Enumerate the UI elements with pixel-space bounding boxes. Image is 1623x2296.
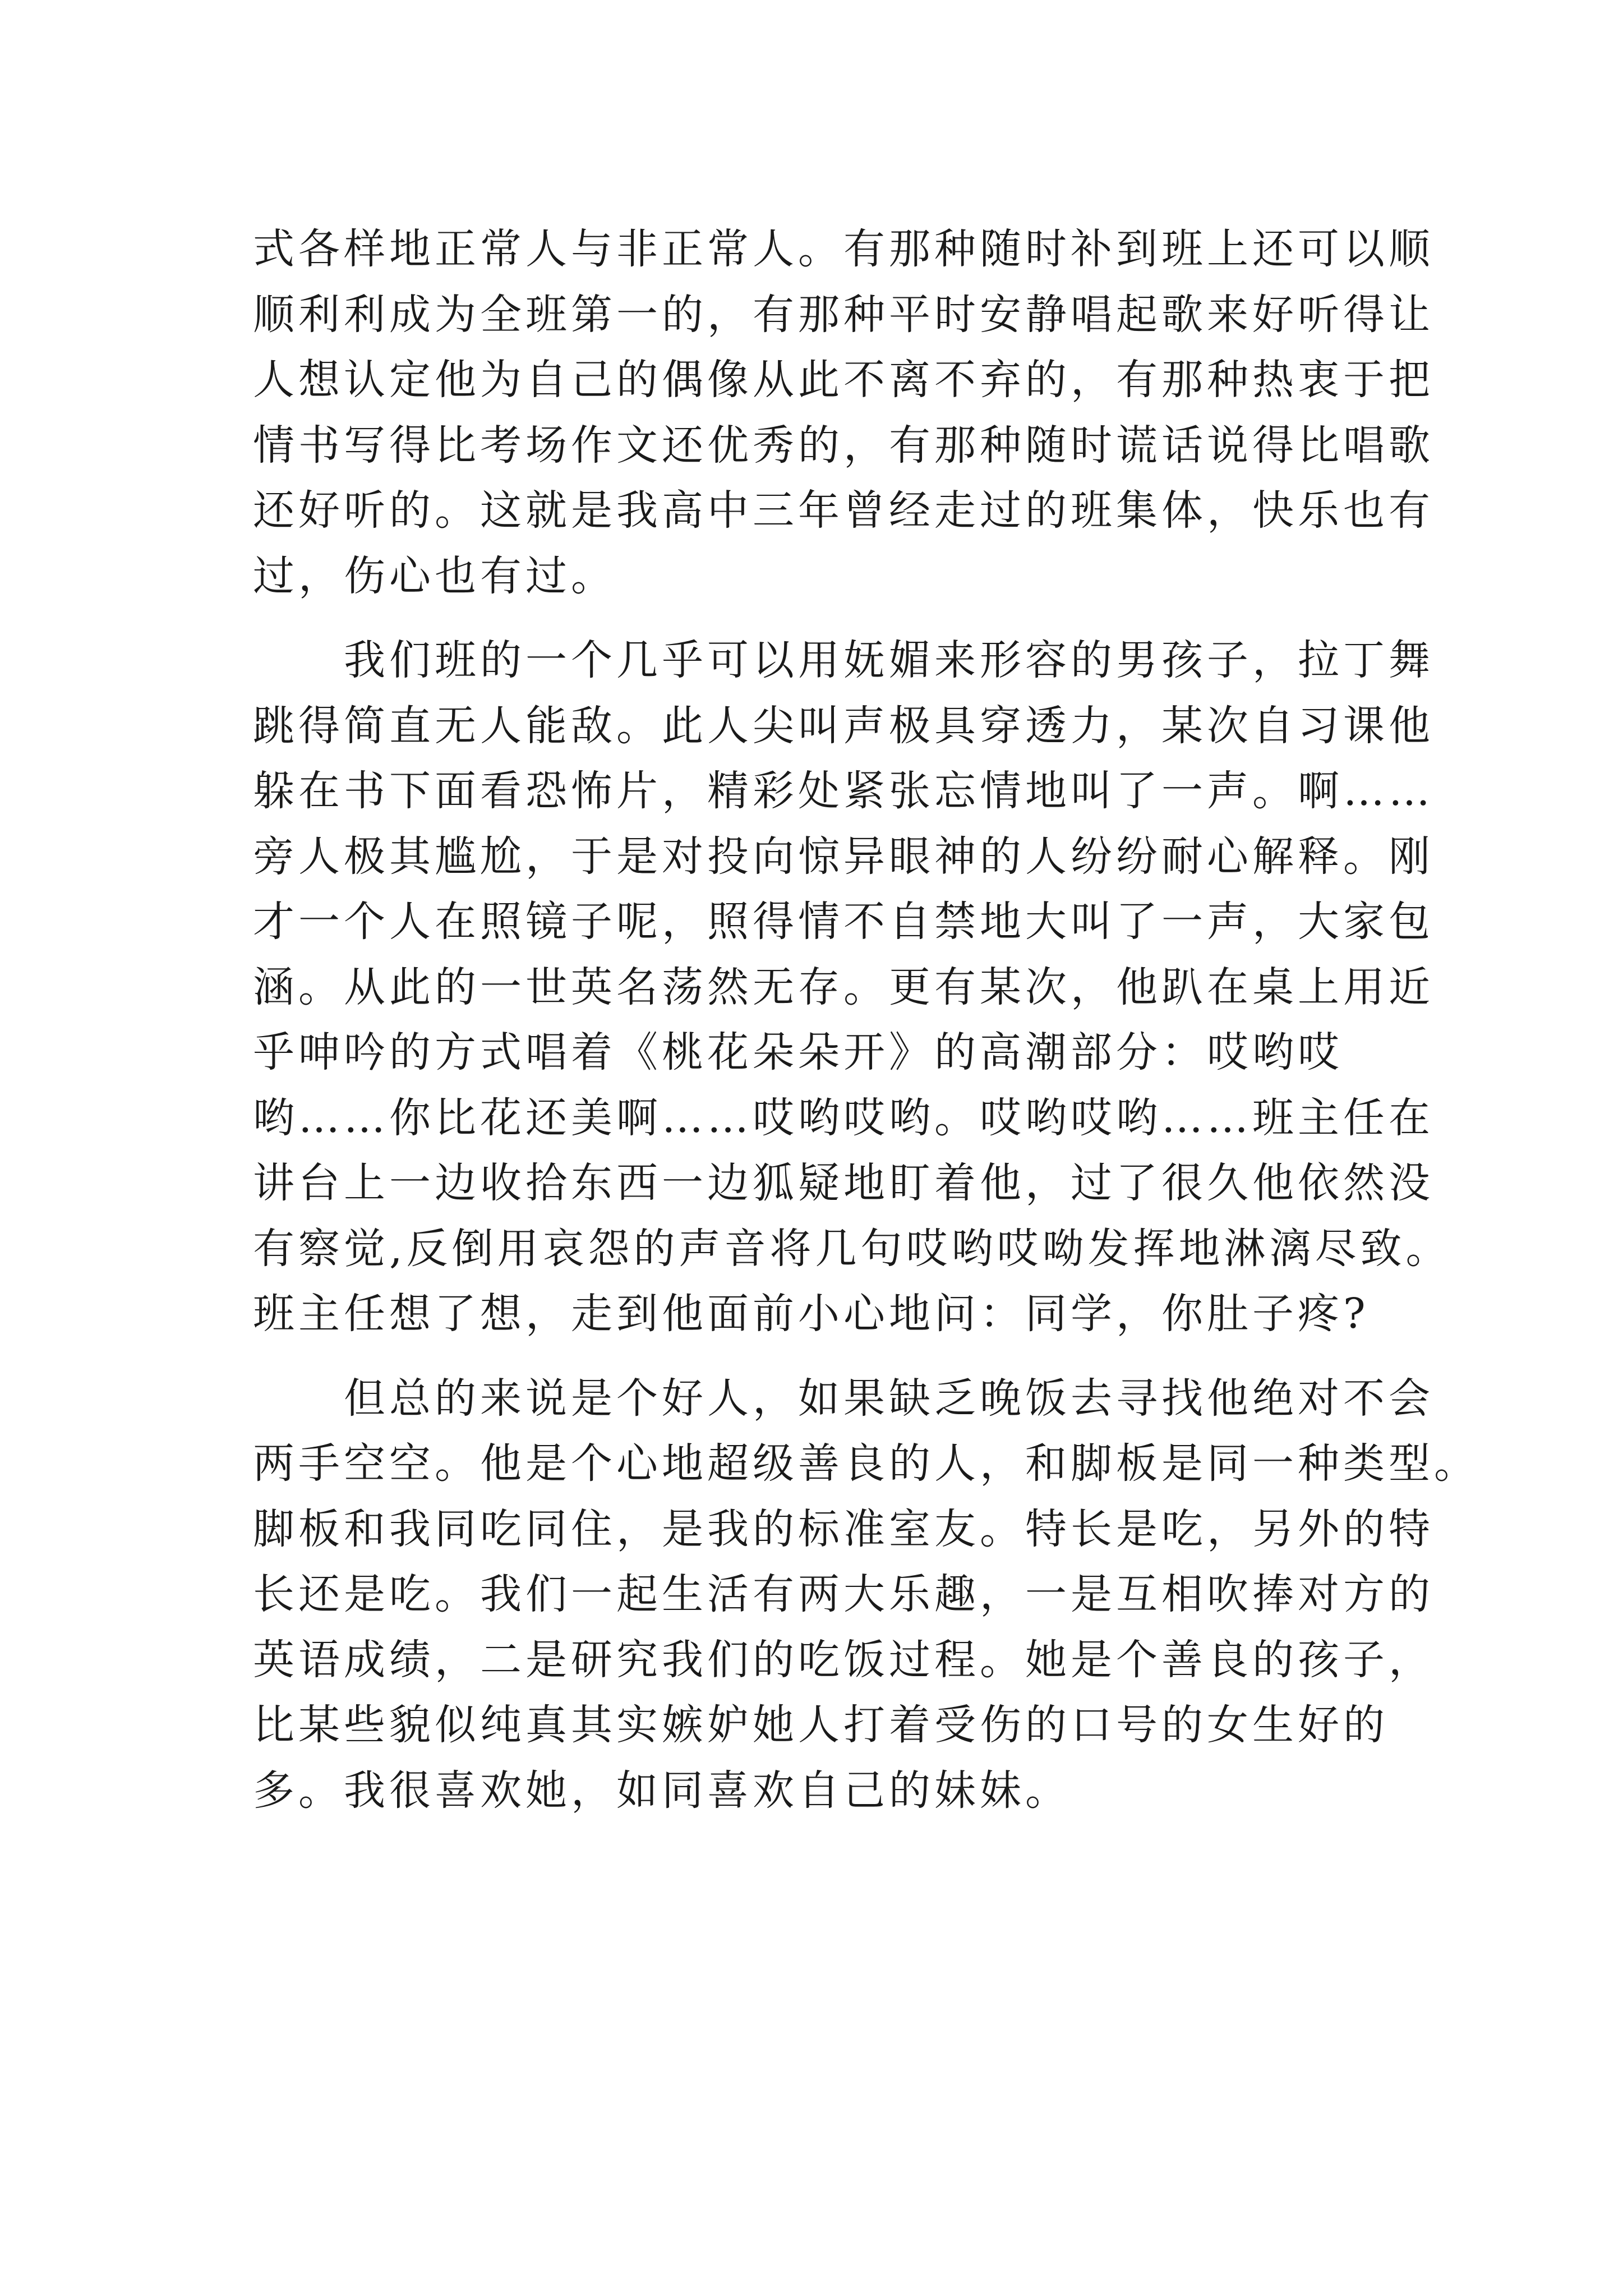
text-line: 哟……你比花还美啊……哎哟哎哟。哎哟哎哟……班主任在 — [253, 1093, 1434, 1142]
text-line: 跳得简直无人能敌。此人尖叫声极具穿透力，某次自习课他 — [253, 701, 1434, 750]
text-line: 班主任想了想，走到他面前小心地问：同学，你肚子疼? — [253, 1290, 1370, 1338]
text-line: 涵。从此的一世英名荡然无存。更有某次，他趴在桌上用近 — [253, 963, 1434, 1011]
text-line: 旁人极其尴尬，于是对投向惊异眼神的人纷纷耐心解释。刚 — [253, 832, 1434, 881]
text-line: 还好听的。这就是我高中三年曾经走过的班集体，快乐也有 — [253, 486, 1434, 535]
paragraph-1 — [253, 217, 1434, 609]
text-line: 过，伤心也有过。 — [253, 551, 616, 600]
text-line: 英语成绩，二是研究我们的吃饭过程。她是个善良的孩子， — [253, 1635, 1434, 1684]
paragraph-2 — [253, 628, 1451, 1347]
text-line: 顺利利成为全班第一的，有那种平时安静唱起歌来好听得让 — [253, 290, 1434, 339]
text-line: 比某些貌似纯真其实嫉妒她人打着受伤的口号的女生好的 — [253, 1701, 1389, 1749]
body-text — [253, 217, 1479, 1823]
text-line: 我们班的一个几乎可以用妩媚来形容的男孩子，拉丁舞 — [253, 636, 1434, 684]
text-line: 乎呻吟的方式唱着《桃花朵朵开》的高潮部分：哎哟哎 — [253, 1028, 1343, 1076]
text-line: 人想认定他为自己的偶像从此不离不弃的，有那种热衷于把 — [253, 356, 1434, 404]
text-line: 才一个人在照镜子呢，照得情不自禁地大叫了一声，大家包 — [253, 898, 1434, 946]
text-line: 长还是吃。我们一起生活有两大乐趣，一是互相吹捧对方的 — [253, 1570, 1434, 1618]
text-line: 讲台上一边收拾东西一边狐疑地盯着他，过了很久他依然没 — [253, 1159, 1434, 1207]
paragraph-spacing — [253, 1347, 1395, 1366]
paragraph-spacing — [253, 609, 1395, 628]
text-line: 有察觉,反倒用哀怨的声音将几句哎哟哎呦发挥地淋漓尽致。 — [253, 1224, 1451, 1273]
text-line: 多。我很喜欢她，如同喜欢自己的妹妹。 — [253, 1766, 1071, 1815]
paragraph-3 — [253, 1366, 1479, 1824]
text-line: 式各样地正常人与非正常人。有那种随时补到班上还可以顺 — [253, 225, 1434, 273]
text-line: 躲在书下面看恐怖片，精彩处紧张忘情地叫了一声。啊…… — [253, 767, 1434, 815]
text-line: 脚板和我同吃同住，是我的标准室友。特长是吃，另外的特 — [253, 1504, 1434, 1553]
text-line: 两手空空。他是个心地超级善良的人，和脚板是同一种类型。 — [253, 1439, 1479, 1488]
text-line: 情书写得比考场作文还优秀的，有那种随时谎话说得比唱歌 — [253, 421, 1434, 470]
text-line: 但总的来说是个好人，如果缺乏晚饭去寻找他绝对不会 — [253, 1374, 1434, 1423]
